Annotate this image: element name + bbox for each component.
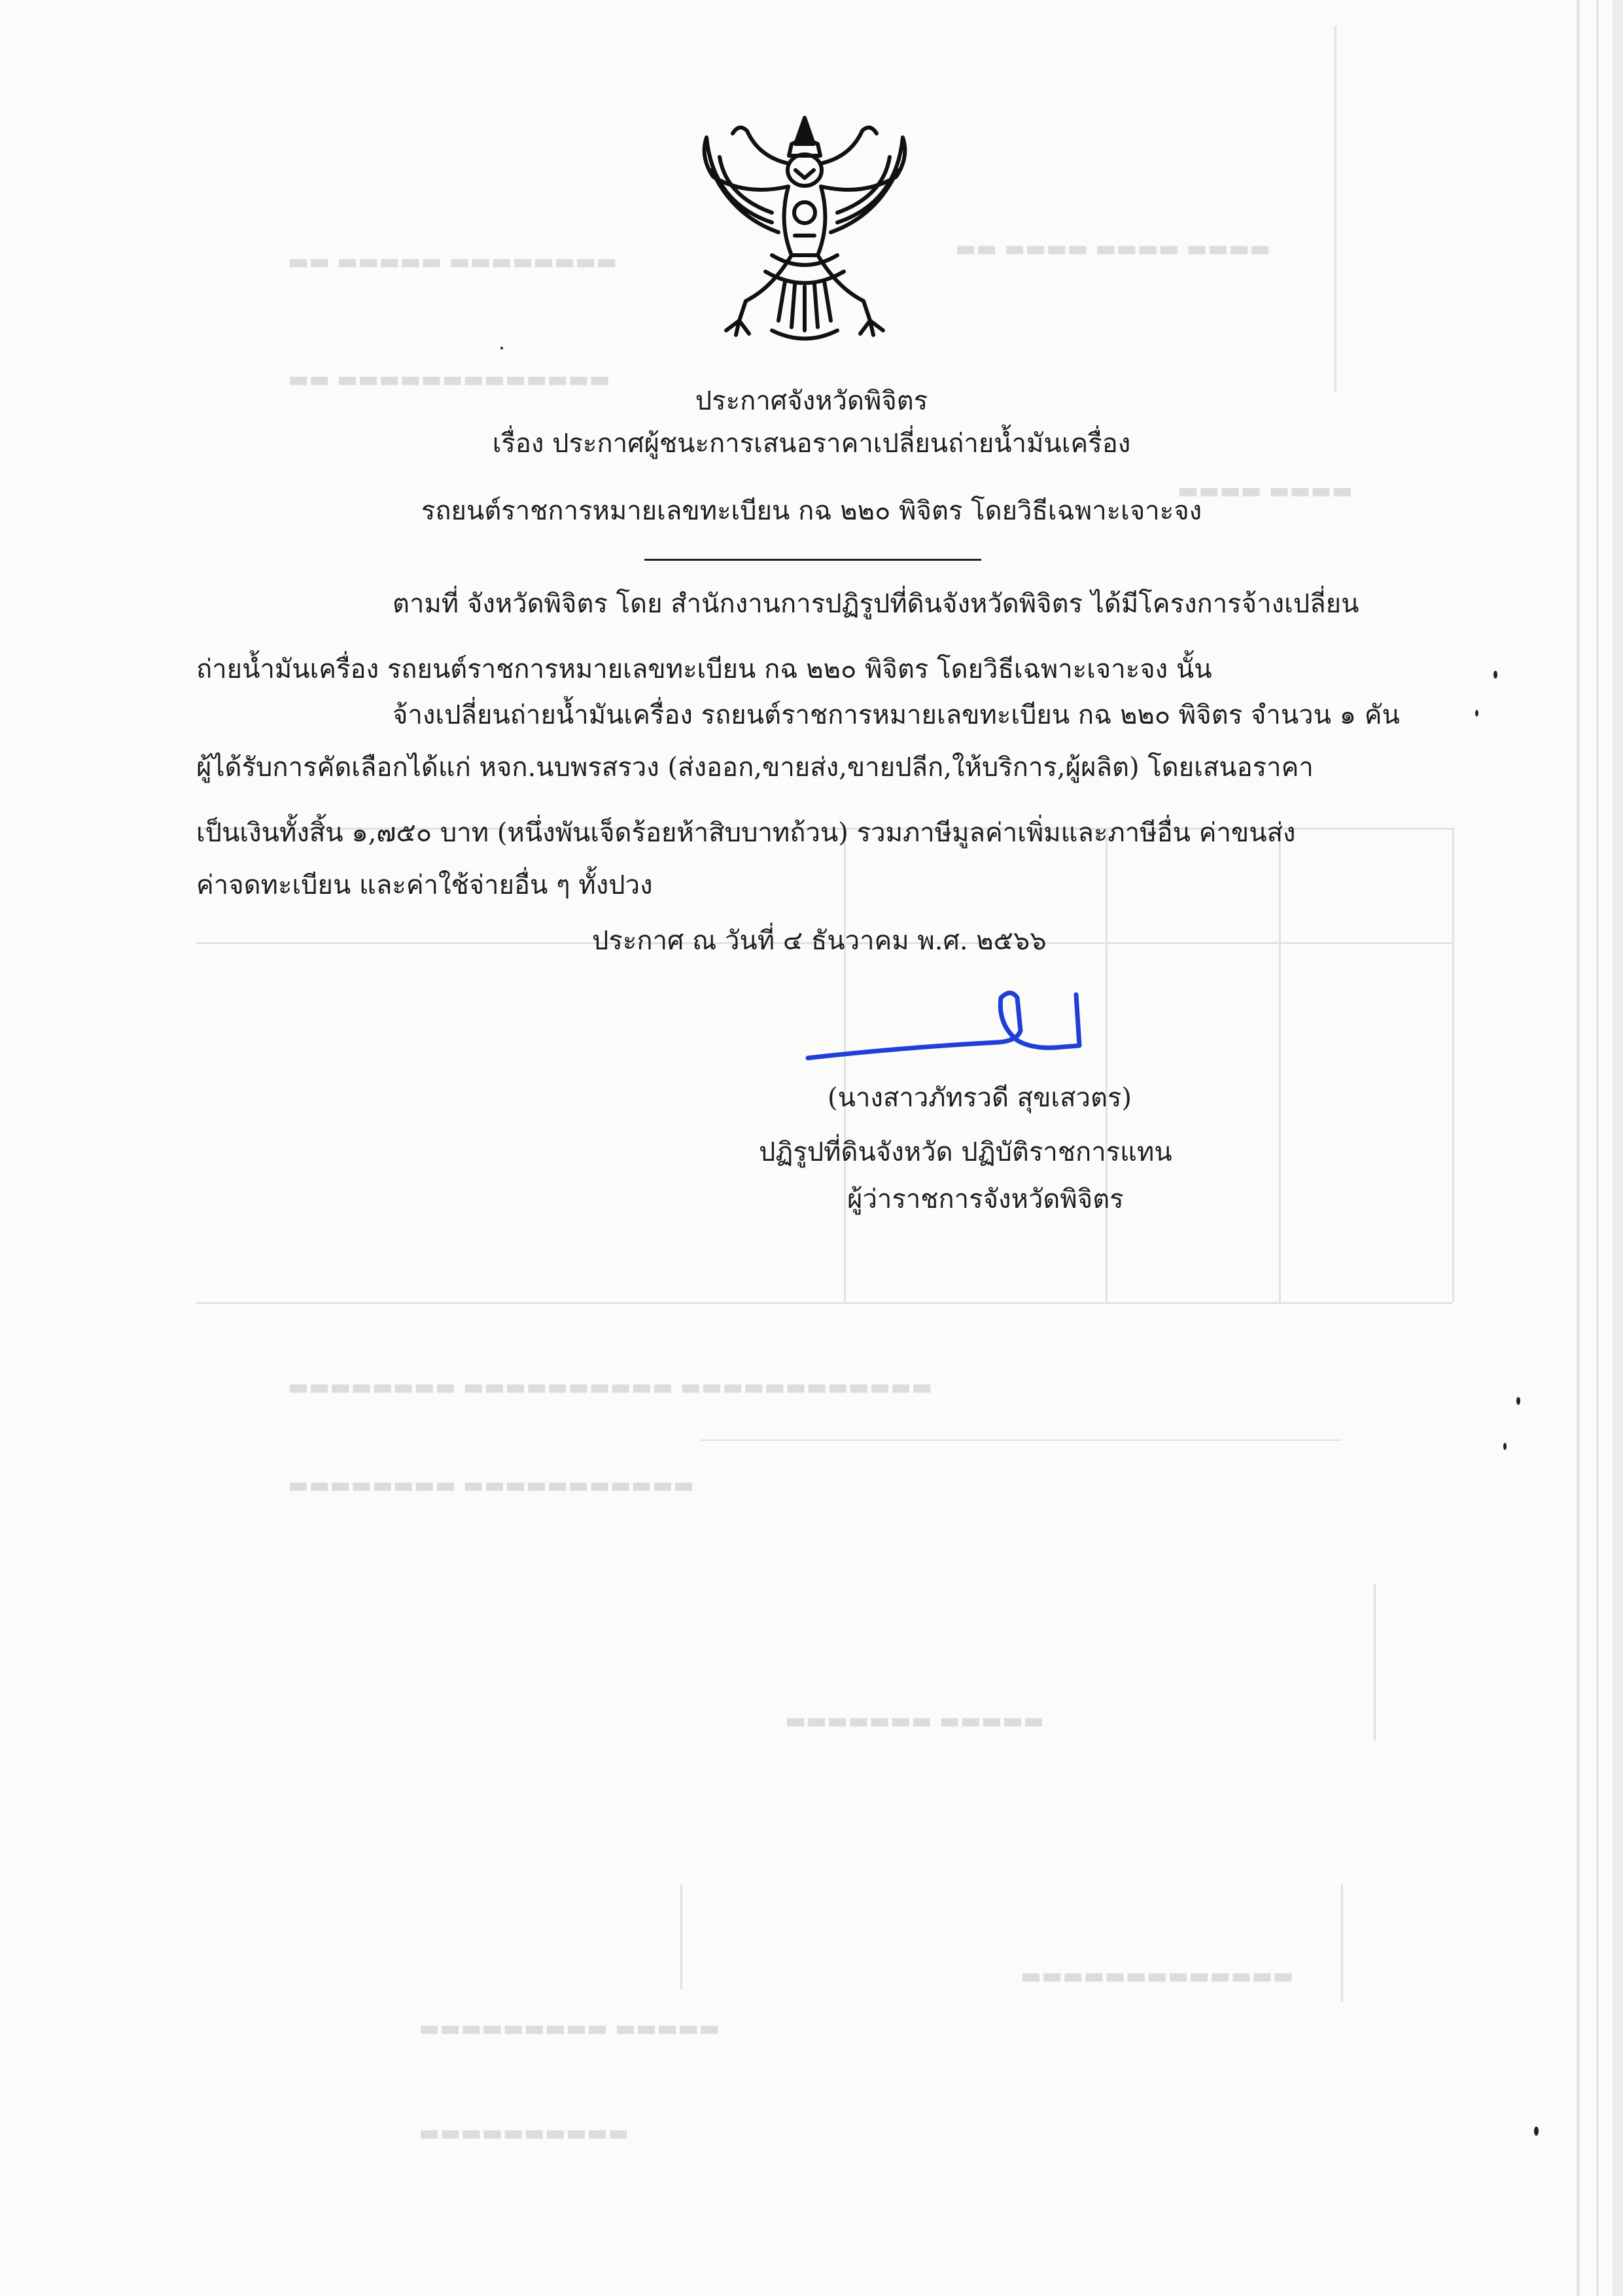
paper-edge <box>1613 0 1623 2296</box>
scan-speck <box>1516 1397 1520 1405</box>
title-divider <box>644 559 981 561</box>
paper-edge <box>1577 0 1580 2296</box>
garuda-emblem <box>674 105 935 366</box>
subject-line-2: รถยนต์ราชการหมายเลขทะเบียน กฉ ๒๒๐ พิจิตร โดยวิธีเฉพาะเจาะจง <box>421 496 1202 526</box>
scan-speck <box>500 347 503 349</box>
paragraph-2-line-2: ผู้ได้รับการคัดเลือกได้แก่ หจก.นบพรสรวง (ส่งออก,ขายส่ง,ขายปลีก,ให้บริการ,ผู้ผลิต) โดยเสนอราคา <box>196 752 1314 783</box>
handwritten-signature <box>801 985 1089 1070</box>
announcement-date: ประกาศ ณ วันที่ ๔ ธันวาคม พ.ศ. ๒๕๖๖ <box>592 926 1047 956</box>
scan-speck <box>1534 2127 1539 2136</box>
paragraph-2-line-4: ค่าจดทะเบียน และค่าใช้จ่ายอื่น ๆ ทั้งปวง <box>196 870 653 900</box>
paper-edge <box>1596 0 1599 2296</box>
signatory-name: (นางสาวภัทรวดี สุขเสวตร) <box>828 1083 1132 1113</box>
signatory-position: ปฏิรูปที่ดินจังหวัด ปฏิบัติราชการแทน <box>759 1137 1172 1167</box>
scan-speck <box>1503 1443 1507 1450</box>
paragraph-2-line-1: จ้างเปลี่ยนถ่ายน้ำมันเครื่อง รถยนต์ราชการหมายเลขทะเบียน กฉ ๒๒๐ พิจิตร จำนวน ๑ คัน <box>393 700 1400 730</box>
scan-speck <box>1493 671 1497 679</box>
bleed-through-background: ▬▬ ▬▬▬▬▬ ▬▬▬▬▬▬▬▬ ▬▬ ▬▬▬▬ ▬▬▬▬ ▬▬▬▬ ▬▬ ▬▬▬▬▬▬▬▬▬▬▬▬▬ ▬▬▬▬ ▬▬▬▬ ▬▬▬▬▬▬▬▬ ▬▬▬▬▬▬▬▬▬▬ ▬▬▬▬▬▬▬▬▬▬▬▬ ▬▬▬▬▬▬▬▬ ▬▬▬▬▬▬▬▬▬▬▬ ▬▬▬▬▬▬▬ ▬▬▬▬▬ ▬▬▬▬▬▬▬▬▬▬▬▬▬ ▬▬▬▬▬▬▬▬▬ ▬▬▬▬▬ ▬▬▬▬▬▬▬▬▬▬ <box>0 0 1623 2296</box>
scan-speck <box>1475 710 1478 716</box>
announcement-title: ประกาศจังหวัดพิจิตร <box>695 386 928 416</box>
paragraph-1-line-1: ตามที่ จังหวัดพิจิตร โดย สำนักงานการปฏิรูปที่ดินจังหวัดพิจิตร ได้มีโครงการจ้างเปลี่ยน <box>393 589 1359 619</box>
paragraph-1-line-2: ถ่ายน้ำมันเครื่อง รถยนต์ราชการหมายเลขทะเบียน กฉ ๒๒๐ พิจิตร โดยวิธีเฉพาะเจาะจง นั้น <box>196 654 1212 684</box>
paragraph-2-line-3: เป็นเงินทั้งสิ้น ๑,๗๕๐ บาท (หนึ่งพันเจ็ดร้อยห้าสิบบาทถ้วน) รวมภาษีมูลค่าเพิ่มและภาษีอื่น ค่าขนส่ง <box>196 818 1296 848</box>
signatory-acting-for: ผู้ว่าราชการจังหวัดพิจิตร <box>847 1184 1124 1214</box>
subject-line-1: เรื่อง ประกาศผู้ชนะการเสนอราคาเปลี่ยนถ่ายน้ำมันเครื่อง <box>492 429 1131 459</box>
